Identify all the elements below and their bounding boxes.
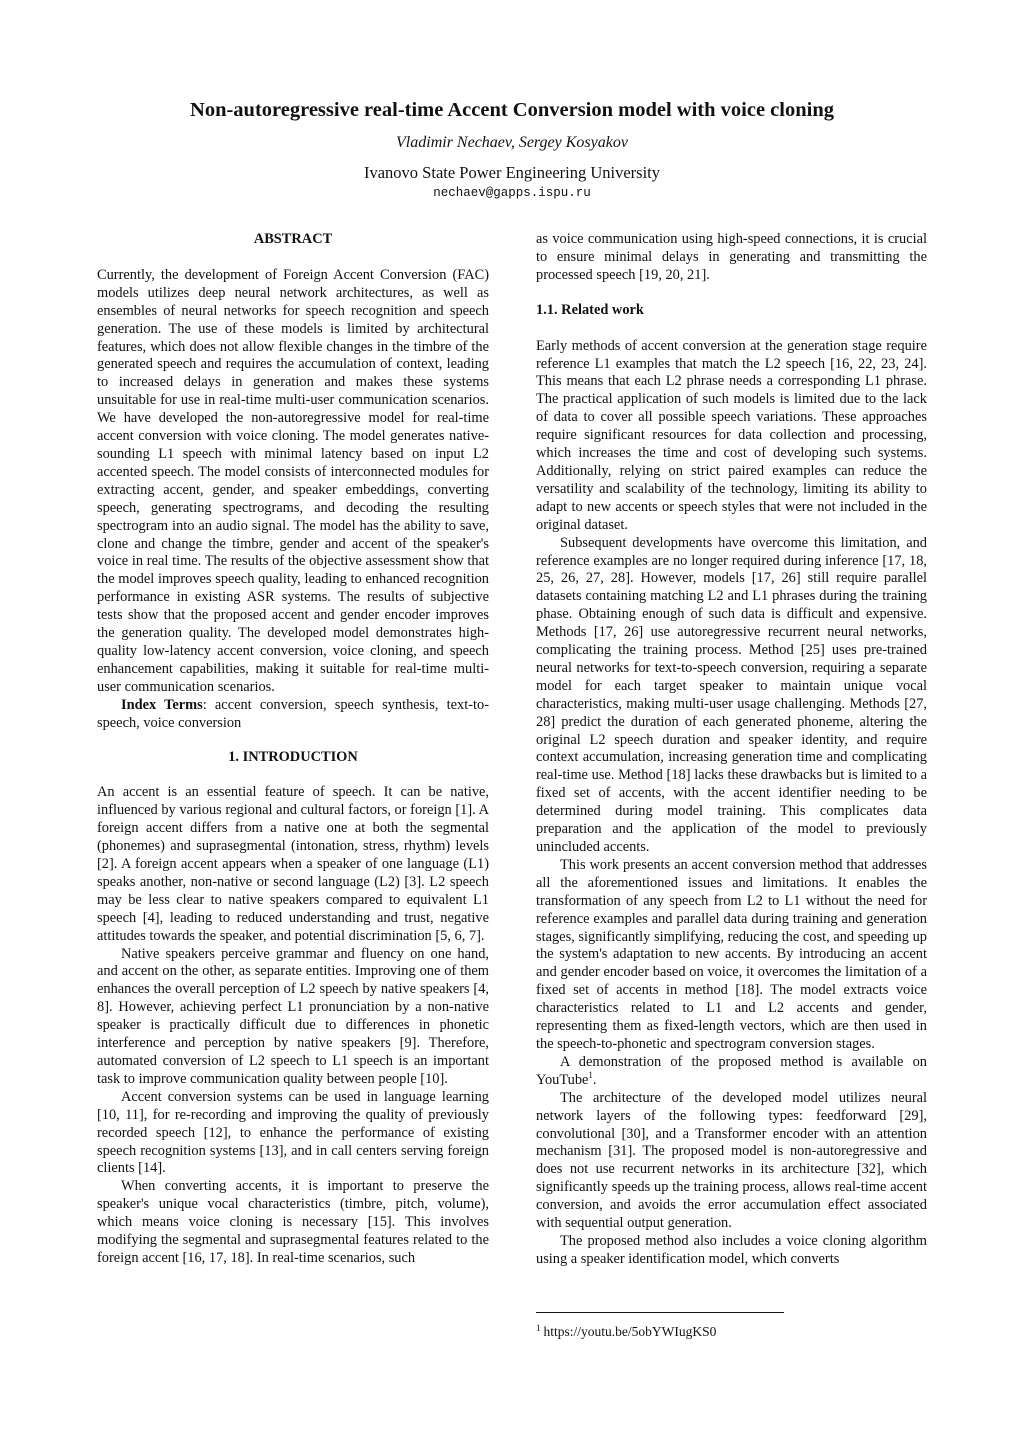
youtube-paragraph xyxy=(536,1054,927,1090)
index-terms-text: : accent conversion, speech synthesis, text-to-speech, voice conversion xyxy=(97,696,489,731)
left-column xyxy=(97,231,489,1268)
abstract-body: Currently, the development of Foreign Accent Conversion (FAC) models utilizes deep neural network architectures, as well as ensembles of neural networks for speech recognition and speech generation. The use of these models is limited by architectural features, which does not allow flexible changes in the timbre of the generated speech and requires the accumulation of context, leading to increased delays in generation and makes these systems unsuitable for use in real-time multi-user communication scenarios. We have developed the non-autoregressive model for real-time accent conversion with voice cloning. The model generates native-sounding L1 speech with minimal latency based on input L2 accented speech. The model consists of interconnected modules for extracting accent, gender, and speaker embeddings, converting speech, generating spectrograms, and decoding the resulting spectrogram into an audio signal. The model has the ability to save, clone and change the timbre, gender and accent of the speaker's voice in real time. The results of the objective assessment show that the model improves speech quality, leading to enhanced recognition performance in existing ASR systems. The results of subjective tests show that the proposed accent and gender encoder improves the generation quality. The developed model demonstrates high-quality low-latency accent conversion, voice cloning, and speech enhancement capabilities, making it suitable for real-time multi-user communication scenarios. xyxy=(97,266,489,695)
footnote-number: 1 xyxy=(536,1322,541,1333)
index-terms xyxy=(97,697,489,733)
related-paragraph: This work presents an accent conversion method that addresses all the aforementioned issues and limitations. It enables the transformation of any speech from L2 to L1 without the need for reference examples and parallel data during training and generation stages, significantly simplifying, reducing the cost, and speeding up the system's adaptation to new accents. By introducing an accent and gender encoder based on voice, it overcomes the limitation of a fixed set of accents in method [18]. The model extracts voice characteristics related to L1 and L2 accents and gender, representing them as fixed-length vectors, which are then used in the speech-to-phonetic and spectrogram conversion stages. xyxy=(536,856,927,1052)
intro-paragraph: Native speakers perceive grammar and fluency on one hand, and accent on the other, as separate entities. Improving one of them enhances the overall perception of L2 speech by native speakers [4, 8]. However, achieving perfect L1 pronunciation by a non-native speaker is practically difficult due to differences in phonetic interference and perception by native speakers [9]. Therefore, automated conversion of L2 speech to L1 speech is an important task to improve communication quality between people [10]. xyxy=(97,945,489,1087)
related-paragraph: Subsequent developments have overcome this limitation, and reference examples are no longer required during inference [17, 18, 25, 26, 27, 28]. However, models [17, 26] still require parallel datasets containing matching L2 and L1 phrases during the training phase. Obtaining enough of such data is difficult and expensive. Methods [17, 26] use autoregressive recurrent neural networks, complicating the training process. Method [25] uses pre-trained neural networks for text-to-speech conversion, requiring a separate model for each target speaker to maintain unique vocal characteristics, making multi-user usage challenging. Methods [27, 28] predict the duration of each generated phoneme, altering the original L2 speech duration and speaker identity, and require context accumulation, increasing generation time and complicating real-time use. Method [18] lacks these drawbacks but is limited to a fixed set of accents, with the accent identifier needing to be determined during model training. This complicates data preparation and the application of the model to previously unincluded accents. xyxy=(536,534,927,855)
youtube-text: A demonstration of the proposed method is available on YouTube xyxy=(536,1053,927,1088)
related-work-heading: 1.1. Related work xyxy=(536,301,644,318)
paper-email[interactable]: nechaev@gapps.ispu.ru xyxy=(433,186,591,200)
paper-title: Non-autoregressive real-time Accent Conversion model with voice cloning xyxy=(190,99,834,121)
related-paragraph: The architecture of the developed model utilizes neural network layers of the following types: feedforward [29], convolutional [30], and a Transformer encoder with an attention mechanism [31]. The proposed model is non-autoregressive and does not use recurrent networks in its architecture [32], which significantly speeds up the training process, allows real-time accent conversion, and avoids the error accumulation effect associated with sequential output generation. xyxy=(536,1089,927,1232)
abstract-heading: ABSTRACT xyxy=(253,231,333,247)
intro-continuation: as voice communication using high-speed connections, it is crucial to ensure minimal delays in generating and transmitting the processed speech [19, 20, 21]. xyxy=(536,231,927,283)
introduction-heading: 1. INTRODUCTION xyxy=(228,749,358,766)
paper-affiliation: Ivanovo State Power Engineering University xyxy=(363,163,661,182)
index-terms-label: Index Terms xyxy=(121,696,203,713)
intro-paragraph: An accent is an essential feature of speech. It can be native, influenced by various regional and cultural factors, or foreign [1]. A foreign accent differs from a native one at both the segmental (phonemes) and suprasegmental (intonation, stress, rhythm) levels [2]. A foreign accent appears when a speaker of one language (L1) speaks another, non-native or second language (L2) [3]. L2 speech may be less clear to native speakers compared to equivalent L1 speech [4], leading to reduced understanding and trust, negative attitudes towards the speaker, and potential discrimination [5, 6, 7]. xyxy=(97,784,489,944)
related-paragraph: Early methods of accent conversion at the generation stage require reference L1 examples that match the L2 speech [16, 22, 23, 24]. This means that each L2 phrase needs a corresponding L1 phrase. The practical application of such models is limited due to the lack of data to cover all possible speech variations. These approaches require significant resources for data collection and processing, which increases the time and cost of developing such systems. Additionally, relying on strict paired examples can reduce the versatility and scalability of the technology, limiting its ability to adapt to new accents or speech styles that were not included in the original dataset. xyxy=(536,337,927,533)
right-column xyxy=(536,231,927,1269)
intro-paragraph: When converting accents, it is important to preserve the speaker's unique vocal characteristics (timbre, pitch, volume), which means voice cloning is necessary [15]. This involves modifying the segmental and suprasegmental features related to the foreign accent [16, 17, 18]. In real-time scenarios, such xyxy=(97,1178,489,1266)
youtube-period: . xyxy=(592,1071,597,1088)
footnote-marker[interactable]: 1 xyxy=(588,1069,593,1080)
footnote-url[interactable]: https://youtu.be/5obYWIugKS0 xyxy=(543,1324,717,1339)
footnote-divider xyxy=(536,1312,784,1313)
paper-authors: Vladimir Nechaev, Sergey Kosyakov xyxy=(396,134,628,151)
footnote xyxy=(536,1323,927,1341)
intro-paragraph: Accent conversion systems can be used in language learning [10, 11], for re-recording and improving the quality of previously recorded speech [12], to enhance the performance of existing speech recognition systems [13], and in call centers serving foreign clients [14]. xyxy=(97,1088,489,1177)
related-paragraph: The proposed method also includes a voice cloning algorithm using a speaker identification model, which converts xyxy=(536,1232,927,1267)
